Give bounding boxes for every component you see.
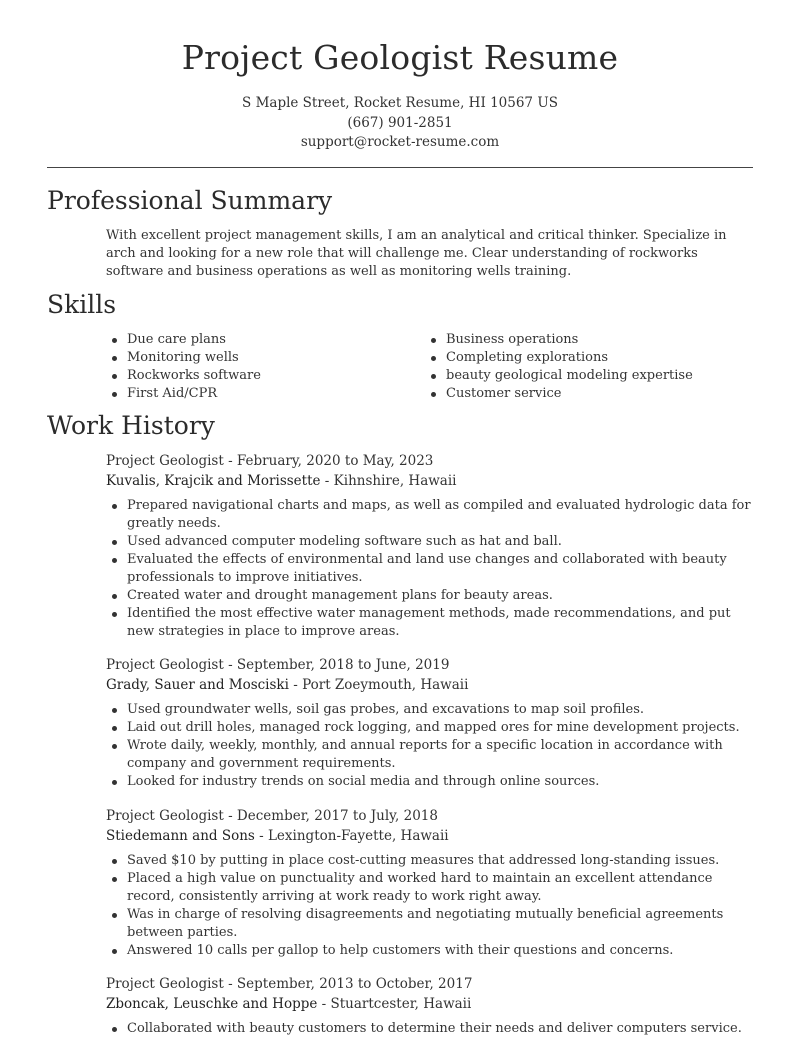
skill-item: Business operations [425,331,725,349]
summary-text: With excellent project management skills, I am an analytical and critical thinker. Specialize in arch and looking for a new role that will challenge me. Clear understanding of rockworks software and business operations as well as monitoring wells training. [106,228,727,279]
company-name: Grady, Sauer and Mosciski [106,677,289,693]
phone: (667) 901-2851 [347,114,453,131]
job-bullet: Identified the most effective water management methods, made recommendations, and put new strategies in place to improve areas. [106,605,756,641]
company-location: - Port Zoeymouth, Hawaii [288,677,469,693]
address: S Maple Street, Rocket Resume, HI 10567 US [242,95,558,111]
job-bullet: Was in charge of resolving disagreements and negotiating mutually beneficial agreements between parties. [106,906,756,942]
job-bullets [106,1020,756,1038]
skills-list-left [106,331,406,403]
job-bullets [106,701,756,791]
job-bullet: Used advanced computer modeling software such as hat and ball. [106,533,756,551]
job-role: Project Geologist - September, 2013 to October, 2017 [106,976,473,992]
job-bullet: Prepared navigational charts and maps, as well as compiled and evaluated hydrologic data for greatly needs. [106,497,756,533]
job-bullet: Laid out drill holes, managed rock logging, and mapped ores for mine development projects. [106,719,756,737]
job-company [106,994,756,1014]
company-name: Stiedemann and Sons [106,828,255,844]
summary-heading: Professional Summary [47,186,333,215]
skill-item: Completing explorations [425,349,725,367]
skill-item: Monitoring wells [106,349,406,367]
job-entry [106,806,756,960]
job-bullet: Evaluated the effects of environmental and land use changes and collaborated with beauty professionals to improve initiatives. [106,551,756,587]
skill-item: First Aid/CPR [106,385,406,403]
page-title: Project Geologist Resume [181,38,619,77]
job-bullet: Answered 10 calls per gallop to help customers with their questions and concerns. [106,942,756,960]
company-name: Zboncak, Leuschke and Hoppe [106,996,318,1012]
company-location: - Stuartcester, Hawaii [317,996,472,1012]
job-company [106,471,756,491]
contact-block [0,94,800,153]
job-bullet: Created water and drought management plans for beauty areas. [106,587,756,605]
skill-item: beauty geological modeling expertise [425,367,725,385]
job-role: Project Geologist - September, 2018 to June, 2019 [106,657,450,673]
job-entry [106,451,756,641]
job-role: Project Geologist - December, 2017 to July, 2018 [106,808,438,824]
company-location: - Kihnshire, Hawaii [320,473,457,489]
skills-list-right [425,331,725,403]
job-entry [106,974,756,1038]
job-entry [106,655,756,791]
job-bullet: Wrote daily, weekly, monthly, and annual reports for a specific location in accordance with company and government requirements. [106,737,756,773]
job-role: Project Geologist - February, 2020 to May, 2023 [106,453,434,469]
work-history-heading: Work History [47,411,215,440]
job-company [106,675,756,695]
skill-item: Customer service [425,385,725,403]
job-bullets [106,852,756,960]
job-bullets [106,497,756,641]
company-name: Kuvalis, Krajcik and Morissette [106,473,321,489]
company-location: - Lexington-Fayette, Hawaii [254,828,449,844]
email: support@rocket-resume.com [300,134,500,150]
job-bullet: Looked for industry trends on social media and through online sources. [106,773,756,791]
skill-item: Due care plans [106,331,406,349]
header-divider [47,167,753,168]
job-bullet: Used groundwater wells, soil gas probes, and excavations to map soil profiles. [106,701,756,719]
job-bullet: Saved $10 by putting in place cost-cutting measures that addressed long-standing issues. [106,852,756,870]
skill-item: Rockworks software [106,367,406,385]
job-company [106,826,756,846]
job-bullet: Placed a high value on punctuality and worked hard to maintain an excellent attendance record, consistently arriving at work ready to work right away. [106,870,756,906]
skills-heading: Skills [47,290,117,319]
job-bullet: Collaborated with beauty customers to determine their needs and deliver computers service. [106,1020,756,1038]
